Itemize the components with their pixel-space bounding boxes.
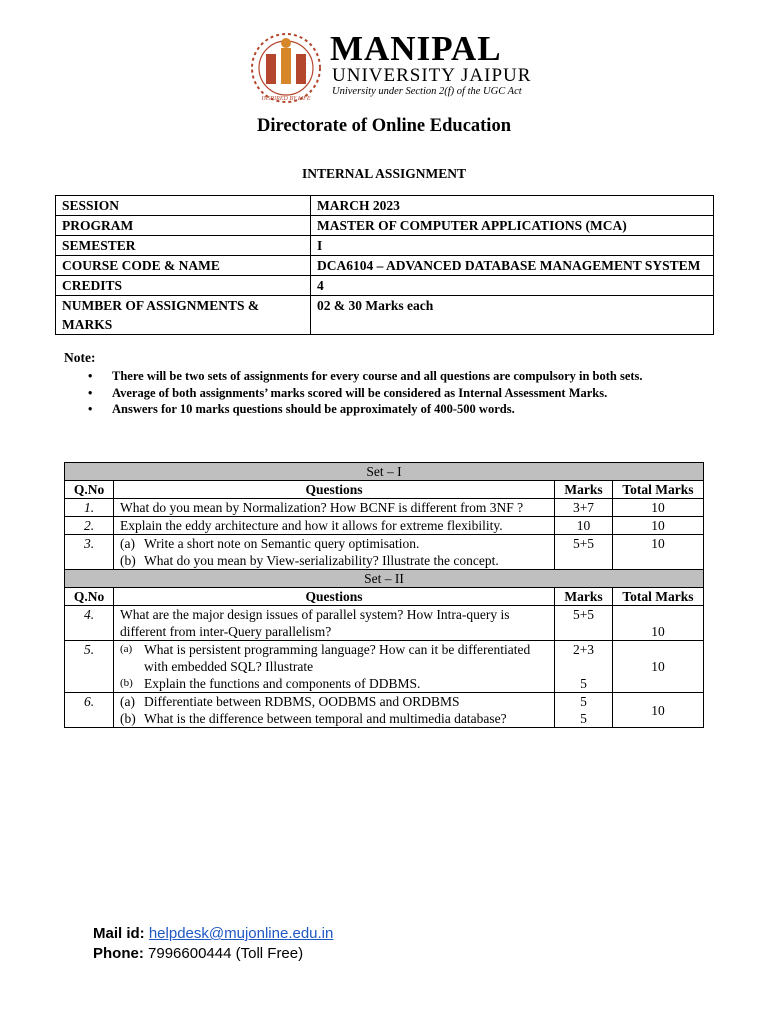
question-text	[114, 641, 555, 693]
info-label: CREDITS	[56, 276, 311, 296]
question-row-2	[65, 517, 704, 535]
info-row-semester	[56, 236, 714, 256]
question-row-1	[65, 499, 704, 517]
sub-question-a: (a) Write a short note on Semantic query optimisation.	[120, 536, 420, 551]
question-text: What do you mean by Normalization? How BCNF is different from 3NF ?	[114, 499, 555, 517]
question-marks	[555, 641, 613, 693]
phone-line	[93, 944, 333, 964]
question-row-3	[65, 535, 704, 570]
column-header-total: Total Marks	[613, 481, 704, 499]
info-label: COURSE CODE & NAME	[56, 256, 311, 276]
column-header-questions: Questions	[114, 481, 555, 499]
question-number: 3.	[65, 535, 114, 570]
info-row-program	[56, 216, 714, 236]
bullet-icon: •	[88, 402, 93, 416]
sub-question-a: (a) Differentiate between RDBMS, OODBMS and ORDBMS	[120, 694, 460, 709]
column-header-qno: Q.No	[65, 481, 114, 499]
brand-tagline: University under Section 2(f) of the UGC Act	[332, 86, 522, 97]
question-row-6	[65, 693, 704, 728]
set-2-column-headers	[65, 588, 704, 606]
info-row-credits	[56, 276, 714, 296]
info-row-session	[56, 196, 714, 216]
bullet-icon: •	[88, 385, 93, 400]
marks-b: 5	[580, 711, 587, 726]
info-label: SESSION	[56, 196, 311, 216]
emblem-motto: INSPIRED BY LIFE	[261, 96, 311, 102]
helpdesk-email-link[interactable]: helpdesk@mujonline.edu.in	[148, 925, 334, 942]
info-value: MASTER OF COMPUTER APPLICATIONS (MCA)	[311, 216, 714, 236]
info-row-course	[56, 256, 714, 276]
set-2-header	[65, 570, 704, 588]
column-header-questions: Questions	[114, 588, 555, 606]
question-text	[114, 693, 555, 728]
note-item: • There will be two sets of assignments for every course and all questions are compulsory in both sets.	[88, 369, 643, 383]
column-header-marks: Marks	[555, 588, 613, 606]
brand-subtitle: UNIVERSITY JAIPUR	[332, 65, 532, 86]
brand-name: MANIPAL	[330, 29, 502, 68]
marks-a: 2+3	[572, 642, 595, 657]
question-row-4	[65, 606, 704, 641]
set-title: Set – II	[65, 570, 704, 588]
assignment-info-table	[55, 195, 714, 335]
info-value: I	[311, 236, 714, 256]
note-item: • Average of both assignments’ marks scored will be considered as Internal Assessment Marks.	[88, 385, 608, 400]
question-number: 5.	[65, 641, 114, 693]
info-value: DCA6104 – ADVANCED DATABASE MANAGEMENT SYSTEM	[311, 256, 714, 276]
set-1-column-headers	[65, 481, 704, 499]
question-text: What are the major design issues of parallel system? How Intra-query is different from inter-Query parallelism?	[114, 606, 555, 641]
note-item: • Answers for 10 marks questions should be approximately of 400-500 words.	[88, 402, 515, 416]
info-label: NUMBER OF ASSIGNMENTS & MARKS	[56, 296, 311, 335]
info-value: MARCH 2023	[311, 196, 714, 216]
marks-a: 5	[580, 694, 587, 709]
question-row-5	[65, 641, 704, 693]
phone-number: 7996600444 (Toll Free)	[148, 945, 304, 962]
marks-b: 5	[580, 676, 587, 691]
question-number: 4.	[65, 606, 114, 641]
questions-table	[64, 462, 704, 728]
notes-list	[88, 369, 674, 419]
question-total: 10	[613, 641, 704, 693]
question-number: 1.	[65, 499, 114, 517]
note-label: Note:	[64, 350, 96, 365]
set-1-header	[65, 463, 704, 481]
question-total: 10	[613, 517, 704, 535]
question-total: 10	[613, 535, 704, 570]
sub-question-a: (a) What is persistent programming language? How can it be differentiated with embedded SQL? Illustrate	[120, 642, 531, 674]
set-title: Set – I	[65, 463, 704, 481]
column-header-marks: Marks	[555, 481, 613, 499]
info-value: 4	[311, 276, 714, 296]
question-marks	[555, 693, 613, 728]
university-logo-emblem	[248, 30, 324, 106]
question-marks: 3+7	[555, 499, 613, 517]
contact-footer	[93, 924, 333, 964]
question-total: 10	[613, 693, 704, 728]
question-number: 6.	[65, 693, 114, 728]
phone-label: Phone:	[93, 945, 144, 962]
bullet-icon: •	[88, 369, 93, 383]
column-header-qno: Q.No	[65, 588, 114, 606]
question-marks: 10	[555, 517, 613, 535]
question-total: 10	[613, 606, 704, 641]
info-value: 02 & 30 Marks each	[311, 296, 714, 335]
assignment-title: INTERNAL ASSIGNMENT	[302, 166, 466, 181]
sub-question-b: (b) What do you mean by View-serializability? Illustrate the concept.	[120, 553, 499, 568]
sub-question-b: (b) Explain the functions and components of DDBMS.	[120, 676, 421, 691]
mail-label: Mail id:	[93, 925, 145, 942]
info-label: PROGRAM	[56, 216, 311, 236]
info-row-assignments	[56, 296, 714, 335]
question-text	[114, 535, 555, 570]
question-number: 2.	[65, 517, 114, 535]
column-header-total: Total Marks	[613, 588, 704, 606]
question-marks: 5+5	[555, 606, 613, 641]
sub-question-b: (b) What is the difference between temporal and multimedia database?	[120, 711, 507, 726]
mail-line	[93, 924, 333, 944]
directorate-heading: Directorate of Online Education	[256, 116, 511, 136]
info-label: SEMESTER	[56, 236, 311, 256]
question-total: 10	[613, 499, 704, 517]
question-marks: 5+5	[555, 535, 613, 570]
question-text: Explain the eddy architecture and how it allows for extreme flexibility.	[114, 517, 555, 535]
